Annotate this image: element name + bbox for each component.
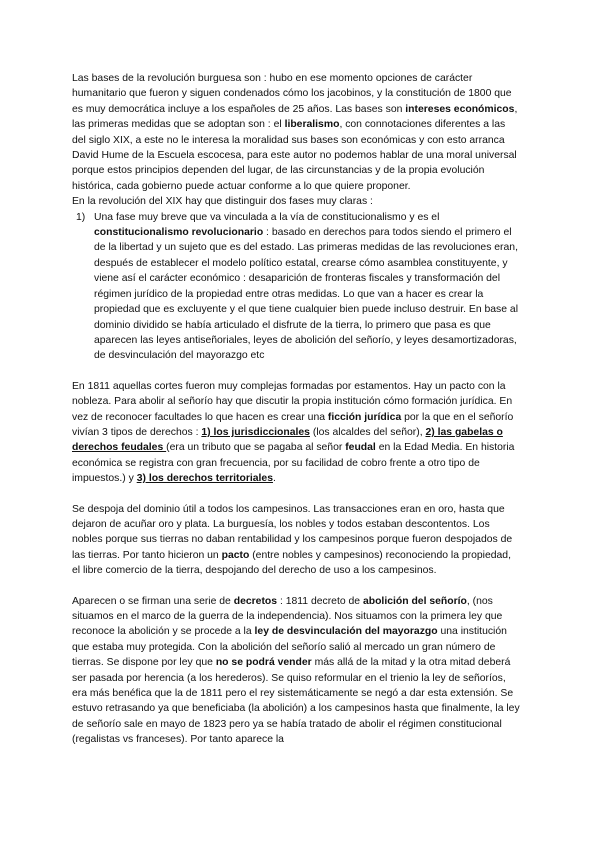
p4-bold-pacto: pacto (221, 549, 250, 561)
p3-text-e: (era un tributo que se pagaba al señor (166, 442, 346, 454)
p3-bold-feudal: feudal (345, 442, 376, 454)
paragraph-3 (72, 379, 520, 487)
list-text-c: : basado en derechos para todos siendo el primero el de la libertad y un sujeto que es del estado. Las primeras medidas de las revoluciones eran, después de establecer el modelo político estatal, crearse cómo asamblea constituyente, y viene así el carácter económico : desaparición de fronteras fiscales y transformación del régimen jurídico de la propiedad entre otras medidas. Lo que van a hacer es crear la propiedad que es excluyente y el que tiene cualquier bien puede incluso destruir. En base al dominio dividido se había articulado el disfrute de la tierra, lo primero que pasa es que aparecen las leyes antiseñoriales, leyes de abolición del señorío, y leyes desamortizadoras, de desvinculación del mayorazgo etc (94, 227, 518, 362)
spacer (72, 487, 520, 502)
p3-bold-jurisdiccionales: 1) los jurisdiccionales (201, 426, 310, 438)
p3-bold-territoriales: 3) los derechos territoriales (136, 473, 273, 485)
list-number: 1) (76, 211, 86, 223)
list-text-a: Una fase muy breve que va vinculada a la vía de constitucionalismo y es el (94, 211, 440, 223)
paragraph-4 (72, 502, 520, 579)
p1-bold-liberalismo: liberalismo (284, 119, 340, 131)
p3-text-d: (los alcaldes del señor), (309, 426, 426, 438)
spacer (72, 579, 520, 594)
p5-bold-decretos: decretos (233, 595, 278, 607)
p5-bold-abolicion: abolición del señorío (362, 595, 467, 607)
spacer (72, 364, 520, 379)
p1-text-a: Las bases de la revolución burguesa son : hubo en ese momento opciones de carácter humanitario que fueron y siguen condenados cómo los jacobinos, y la constitución de 1800 que es muy democrática incluye a los españoles de 25 años. Las bases son (72, 73, 512, 115)
paragraph-5 (72, 594, 520, 748)
list-bold-constitucionalismo: constitucionalismo revolucionario (94, 227, 264, 239)
p5-bold-desvinculacion: ley de desvinculación del mayorazgo (254, 626, 438, 638)
p5-text-f: más allá de la mitad y la otra mitad deberá ser pasada por herencia (a los herederos). Se quiso reformular en el trienio la ley de señoríos, era más benéfica que la de 1811 pero el rey sistemáticamente se negó a dar esta extensión. Se estuvo retrasando ya que beneficiaba (la abolición) a los campesinos hasta que finalmente, la ley de señorío sale en mayo de 1823 pero ya se había tratado de abolir el régimen constitucional (regalistas vs franceses). Por tanto aparece la (72, 657, 520, 746)
p5-text-a: Aparecen o se firman una serie de (72, 595, 234, 607)
p1-bold-intereses: intereses económicos (405, 103, 515, 115)
p3-bold-ficcion: ficción jurídica (327, 411, 402, 423)
p3-text-c: por la que en el señorío vivían 3 tipos de derechos : (72, 411, 514, 438)
p3-bold-gabelas: 2) las gabelas o derechos feudales (72, 426, 503, 454)
list-item (72, 210, 520, 364)
p4-text-a: Se despoja del dominio útil a todos los campesinos. Las transacciones eran en oro, hasta que dejaron de acuñar oro y plata. La burguesía, los nobles y todos estaban descontentos. Los nobles porque sus tierras no daban rentabilidad y los campesinos porque fueron despojados de las tierras. Por tanto hicieron un (72, 503, 513, 561)
p3-text-g: . (272, 473, 276, 485)
p5-bold-no-vender: no se podrá vender (215, 657, 312, 669)
paragraph-1 (72, 71, 520, 194)
p1-text-c: , las primeras medidas que se adoptan son : el (72, 103, 518, 131)
p4-text-c: (entre nobles y campesinos) reconociendo la propiedad, el libre comercio de la tierra, despojando del derecho de uso a los campesinos. (72, 549, 511, 577)
p5-text-e: una institución que estaba muy protegida. Con la abolición del señorío salió al mercado un gran número de tierras. Se dispone por ley que (72, 626, 507, 669)
p5-text-d: , (nos situamos en el marco de la guerra de la independencia). Nos situamos con la primera ley que reconoce la abolición y se procede a la (72, 595, 503, 638)
p3-text-f: en la Edad Media. En historia económica se registra con gran frecuencia, por su facilidad de cobro frente a otro tipo de impuestos.) y (72, 442, 515, 485)
p3-text-a: En 1811 aquellas cortes fueron muy complejas formadas por estamentos. Hay un pacto con la nobleza. Para abolir al señorío hay que discutir la propia institución cómo formación jurídica. En vez de reconocer facultades lo que hacen es crear una (72, 380, 513, 423)
p1-text-d: , con connotaciones diferentes a las del siglo XIX, a este no le interesa la moralidad sus bases son económicas y con esto arranca David Hume de la Escuela escocesa, para este autor no podemos hablar de una moral universal porque estos principios dependen del lugar, de las circunstancias y de la propia evolución histórica, cada gobierno puede actuar conforme a lo que quiere proponer. (72, 119, 517, 192)
paragraph-2: En la revolución del XIX hay que distinguir dos fases muy claras : (72, 196, 373, 208)
numbered-list (72, 210, 520, 364)
p5-text-c: : 1811 decreto de (277, 595, 363, 607)
